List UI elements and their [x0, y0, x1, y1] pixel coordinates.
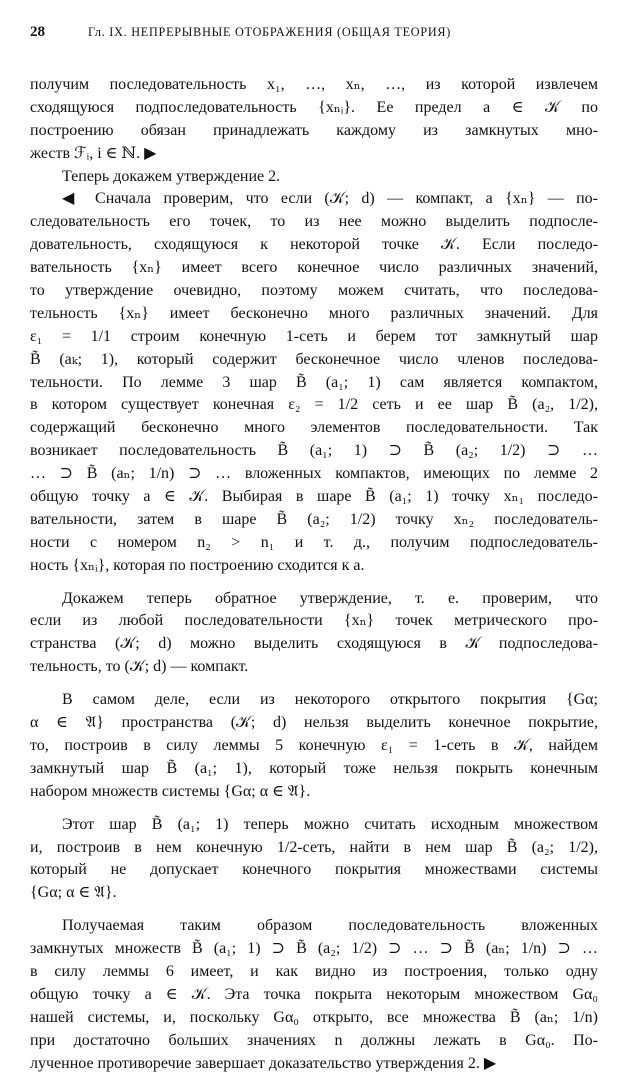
- text-line: Докажем теперь обратное утверждение, т. е. проверим, что: [62, 589, 598, 607]
- text-line: то утверждение очевидно, поэтому можем считать, что последова-: [30, 282, 598, 300]
- text-line: следовательность его точек, то из нее можно выделить подпосле-: [30, 213, 598, 231]
- text-line: вательности, затем в шаре B̃ (a₂; 1/2) точку xₙ₂ последователь-: [30, 510, 598, 528]
- text-line: … ⊃ B̃ (aₙ; 1/n) ⊃ … вложенных компактов, имеющих по лемме 2: [30, 465, 598, 483]
- text-line: {Gα; α ∈ 𝔄}.: [30, 884, 117, 902]
- paragraph-7: [30, 915, 598, 1075]
- text-line: построению обязан принадлежать каждому из замкнутых мно-: [30, 121, 598, 139]
- text-line: ε₁ = 1/1 строим конечную 1-сеть и берем тот замкнутый шар: [30, 327, 598, 345]
- text-line: Получаемая таким образом последовательность вложенных: [62, 917, 598, 935]
- text-line: B̃ (aₖ; 1), который содержит бесконечное число членов последова-: [30, 350, 598, 368]
- page-header: [30, 24, 598, 46]
- text-line: общую точку a ∈ 𝒦. Эта точка покрыта некоторым множеством Gα₀: [30, 985, 598, 1003]
- text-line: сходящуюся подпоследовательность {xₙᵢ}. Ее предел a ∈ 𝒦 по: [30, 98, 598, 116]
- paragraph-6: [30, 814, 598, 906]
- text-line: при достаточно больших значениях n должны лежать в Gα₀. По-: [30, 1031, 598, 1049]
- text-line: Этот шар B̃ (a₁; 1) теперь можно считать исходным множеством: [62, 815, 598, 833]
- text-line: довательность, сходящуюся к некоторой точке 𝒦. Если последо-: [30, 236, 598, 254]
- text-line: содержащий бесконечно много элементов последовательности. Так: [30, 419, 598, 437]
- text-line: то, построив в силу леммы 5 конечную ε₁ = 1-сеть в 𝒦, найдем: [30, 736, 598, 754]
- text-line: набором множеств системы {Gα; α ∈ 𝔄}.: [30, 782, 311, 800]
- paragraph-spacer: [30, 804, 598, 814]
- body-text: [30, 74, 598, 1075]
- text-line: если из любой последовательности {xₙ} точек метрического про-: [30, 612, 598, 630]
- page-number: 28: [30, 24, 45, 40]
- text-line: общую точку a ∈ 𝒦. Выбирая в шаре B̃ (a₁; 1) точку xₙ₁ последо-: [30, 488, 598, 506]
- text-line: ность {xₙᵢ}, которая по построению сходится к a.: [30, 556, 365, 574]
- text-line: замкнутый шар B̃ (a₁; 1), который тоже нельзя покрыть конечным: [30, 759, 598, 777]
- text-line: возникает последовательность B̃ (a₁; 1) ⊃ B̃ (a₂; 1/2) ⊃ …: [30, 442, 598, 460]
- paragraph-4: [30, 588, 598, 680]
- text-line: тельности. По лемме 3 шар B̃ (a₁; 1) сам является компактом,: [30, 373, 598, 391]
- paragraph-5: [30, 689, 598, 803]
- text-line: получим последовательность x₁, …, xₙ, …, из которой извлечем: [30, 76, 598, 93]
- text-line: тельность, то (𝒦; d) — компакт.: [30, 658, 249, 676]
- text-line: В самом деле, если из некоторого открытого покрытия {Gα;: [62, 691, 598, 709]
- text-line: лученное противоречие завершает доказательство утверждения 2. ▶: [30, 1054, 497, 1072]
- text-line: тельность {xₙ} имеет бесконечно много различных значений. Для: [30, 304, 598, 322]
- text-line: α ∈ 𝔄} пространства (𝒦; d) нельзя выделить конечное покрытие,: [30, 714, 598, 732]
- book-page: [30, 24, 598, 1075]
- text-line: ◀ Сначала проверим, что если (𝒦; d) — компакт, а {xₙ} — по-: [62, 190, 598, 208]
- text-line: нашей системы, и, поскольку Gα₀ открыто, все множества B̃ (aₙ; 1/n): [30, 1008, 598, 1026]
- paragraph-2: [30, 166, 598, 189]
- text-line: в силу леммы 6 имеет, и как видно из построения, только одну: [30, 962, 598, 980]
- text-line: вательность {xₙ} имеет всего конечное число различных значений,: [30, 259, 598, 277]
- text-line: который не допускает конечного покрытия множествами системы: [30, 861, 598, 879]
- paragraph-1: [30, 74, 598, 166]
- text-line: в котором существует конечная ε₂ = 1/2 сеть и ее шар B̃ (a₂, 1/2),: [30, 396, 598, 414]
- text-line: жеств ℱᵢ, i ∈ ℕ. ▶: [30, 144, 157, 162]
- paragraph-3: [30, 188, 598, 577]
- text-line: странства (𝒦; d) можно выделить сходящуюся в 𝒦 подпоследова-: [30, 635, 598, 653]
- text-line: и, построив в нем конечную 1/2-сеть, найти в нем шар B̃ (a₂; 1/2),: [30, 838, 598, 856]
- paragraph-spacer: [30, 679, 598, 689]
- text-line: Теперь докажем утверждение 2.: [62, 167, 281, 185]
- running-title: Гл. IX. НЕПРЕРЫВНЫЕ ОТОБРАЖЕНИЯ (ОБЩАЯ ТЕОРИЯ): [88, 25, 452, 39]
- text-line: замкнутых множеств B̃ (a₁; 1) ⊃ B̃ (a₂; 1/2) ⊃ … ⊃ B̃ (aₙ; 1/n) ⊃ …: [30, 940, 598, 958]
- paragraph-spacer: [30, 578, 598, 588]
- text-line: ности с номером n₂ > n₁ и т. д., получим подпоследователь-: [30, 533, 598, 551]
- paragraph-spacer: [30, 905, 598, 915]
